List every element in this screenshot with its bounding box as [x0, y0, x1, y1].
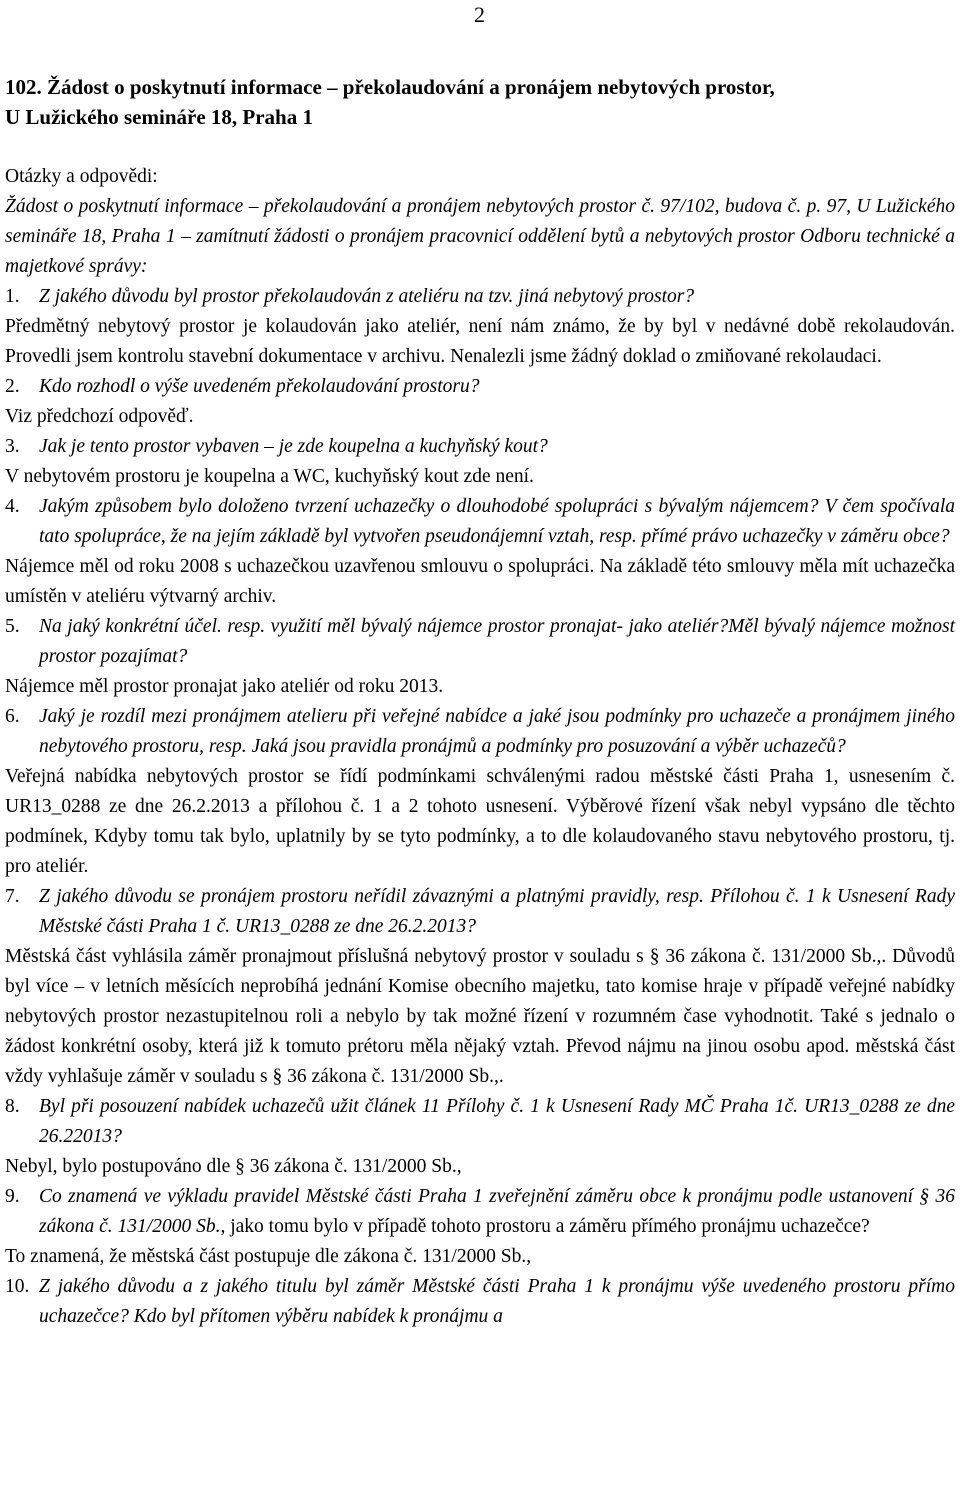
question-number: 1. — [5, 286, 20, 307]
question-7 — [5, 882, 955, 942]
title-line-2: U Lužického semináře 18, Praha 1 — [5, 105, 313, 129]
question-8 — [5, 1092, 955, 1152]
question-text: Z jakého důvodu a z jakého titulu byl záměr Městské části Praha 1 k pronájmu výše uvedeného prostoru přímo uchazečce? Kdo byl přítomen výběru nabídek k pronájmu a — [39, 1276, 955, 1327]
question-6 — [5, 702, 955, 762]
question-1 — [5, 282, 955, 312]
answer-1: Předmětný nebytový prostor je kolaudován jako ateliér, není nám známo, že by byl v nedávné době rekolaudován. Provedli jsem kontrolu stavební dokumentace v archivu. Nenalezli jsme žádný doklad o zmiňované rekolaudaci. — [5, 316, 955, 367]
question-10 — [5, 1272, 955, 1332]
question-text: Byl při posouzení nabídek uchazečů užit článek 11 Přílohy č. 1 k Usnesení Rady MČ Praha 1č. UR13_0288 ze dne 26.22013? — [39, 1096, 955, 1147]
question-text — [39, 1182, 955, 1242]
question-number: 3. — [5, 436, 20, 457]
question-number: 7. — [5, 886, 20, 907]
question-text: Kdo rozhodl o výše uvedeném překolaudování prostoru? — [39, 376, 480, 397]
qa-heading: Otázky a odpovědi: — [5, 166, 158, 187]
document-body — [5, 64, 955, 1332]
answer-4: Nájemce měl od roku 2008 s uchazečkou uzavřenou smlouvu o spolupráci. Na základě této smlouvy měla mít uchazečka umístěn v ateliéru výtvarný archiv. — [5, 556, 955, 607]
answer-5: Nájemce měl prostor pronajat jako ateliér od roku 2013. — [5, 676, 444, 697]
question-number: 5. — [5, 616, 20, 637]
question-number: 6. — [5, 706, 20, 727]
question-text: Jak je tento prostor vybaven – je zde koupelna a kuchyňský kout? — [39, 436, 548, 457]
answer-7: Městská část vyhlásila záměr pronajmout příslušná nebytový prostor v souladu s § 36 zákona č. 131/2000 Sb.,. Důvodů byl více – v letních měsících neprobíhá jednání Komise obecního majetku, tato komise hraje v případě veřejné nabídky nebytových prostor nezastupitelnou roli a nebylo by tak možné řízení v rozumném čase vyhodnotit. Také s jednalo o žádost konkrétní osoby, která již k tomuto prétoru měla nějaký vztah. Převod nájmu na jinou osobu apod. městská část vždy vyhlašuje záměr v souladu s § 36 zákona č. 131/2000 Sb.,. — [5, 946, 955, 1087]
question-text-part: , jako tomu bylo v případě tohoto prostoru a záměru přímého pronájmu uchazečce? — [220, 1216, 870, 1237]
answer-3: V nebytovém prostoru je koupelna a WC, kuchyňský kout zde není. — [5, 466, 534, 487]
question-number: 8. — [5, 1096, 20, 1117]
question-text: Jakým způsobem bylo doloženo tvrzení uchazečky o dlouhodobé spolupráci s bývalým nájemcem? V čem spočívala tato spolupráce, že na jejím základě byl vytvořen pseudonájemní vztah, resp. přímé právo uchazečky v záměru obce? — [39, 496, 955, 547]
question-2 — [5, 372, 955, 402]
document-title — [5, 72, 955, 132]
question-number: 2. — [5, 376, 20, 397]
question-5 — [5, 612, 955, 672]
question-text: Z jakého důvodu byl prostor překolaudován z ateliéru na tzv. jiná nebytový prostor? — [39, 286, 695, 307]
question-3 — [5, 432, 955, 462]
question-number: 4. — [5, 496, 20, 517]
question-4 — [5, 492, 955, 552]
question-text: Na jaký konkrétní účel. resp. využití měl bývalý nájemce prostor pronajat- jako ateliér?Měl bývalý nájemce možnost prostor pozajímat? — [39, 616, 955, 667]
answer-8: Nebyl, bylo postupováno dle § 36 zákona č. 131/2000 Sb., — [5, 1156, 462, 1177]
question-number: 10. — [5, 1276, 30, 1297]
title-line-1: 102. Žádost o poskytnutí informace – překolaudování a pronájem nebytových prostor, — [5, 75, 775, 99]
question-9 — [5, 1182, 955, 1242]
question-text: Z jakého důvodu se pronájem prostoru neřídil závaznými a platnými pravidly, resp. Přílohou č. 1 k Usnesení Rady Městské části Praha 1 č. UR13_0288 ze dne 26.2.2013? — [39, 886, 955, 937]
answer-6: Veřejná nabídka nebytových prostor se řídí podmínkami schválenými radou městské části Praha 1, usnesením č. UR13_0288 ze dne 26.2.2013 a přílohou č. 1 a 2 tohoto usnesení. Výběrové řízení však nebyl vypsáno dle těchto podmínek, Kdyby tomu tak bylo, uplatnily by se tyto podmínky, a to dle kolaudovaného stavu nebytového prostoru, tj. pro ateliér. — [5, 766, 955, 877]
question-text: Jaký je rozdíl mezi pronájmem atelieru při veřejné nabídce a jaké jsou podmínky pro uchazeče a pronájmem jiného nebytového prostoru, resp. Jaká jsou pravidla pronájmů a podmínky pro posuzování a výběr uchazečů? — [39, 706, 955, 757]
question-number: 9. — [5, 1186, 20, 1207]
page-number: 2 — [474, 2, 485, 27]
intro-paragraph: Žádost o poskytnutí informace – překolaudování a pronájem nebytových prostor č. 97/102, budova č. p. 97, U Lužického semináře 18, Praha 1 – zamítnutí žádosti o pronájem pracovnicí oddělení bytů a nebytových prostor Odboru technické a majetkové správy: — [5, 196, 955, 277]
answer-9: To znamená, že městská část postupuje dle zákona č. 131/2000 Sb., — [5, 1246, 532, 1267]
question-text-part: Co znamená ve výkladu pravidel Městské části Praha 1 zveřejnění záměru obce k pronájmu podle ustanovení § 36 zákona č. 131/2000 Sb. — [39, 1186, 955, 1237]
answer-2: Viz předchozí odpověď. — [5, 406, 194, 427]
